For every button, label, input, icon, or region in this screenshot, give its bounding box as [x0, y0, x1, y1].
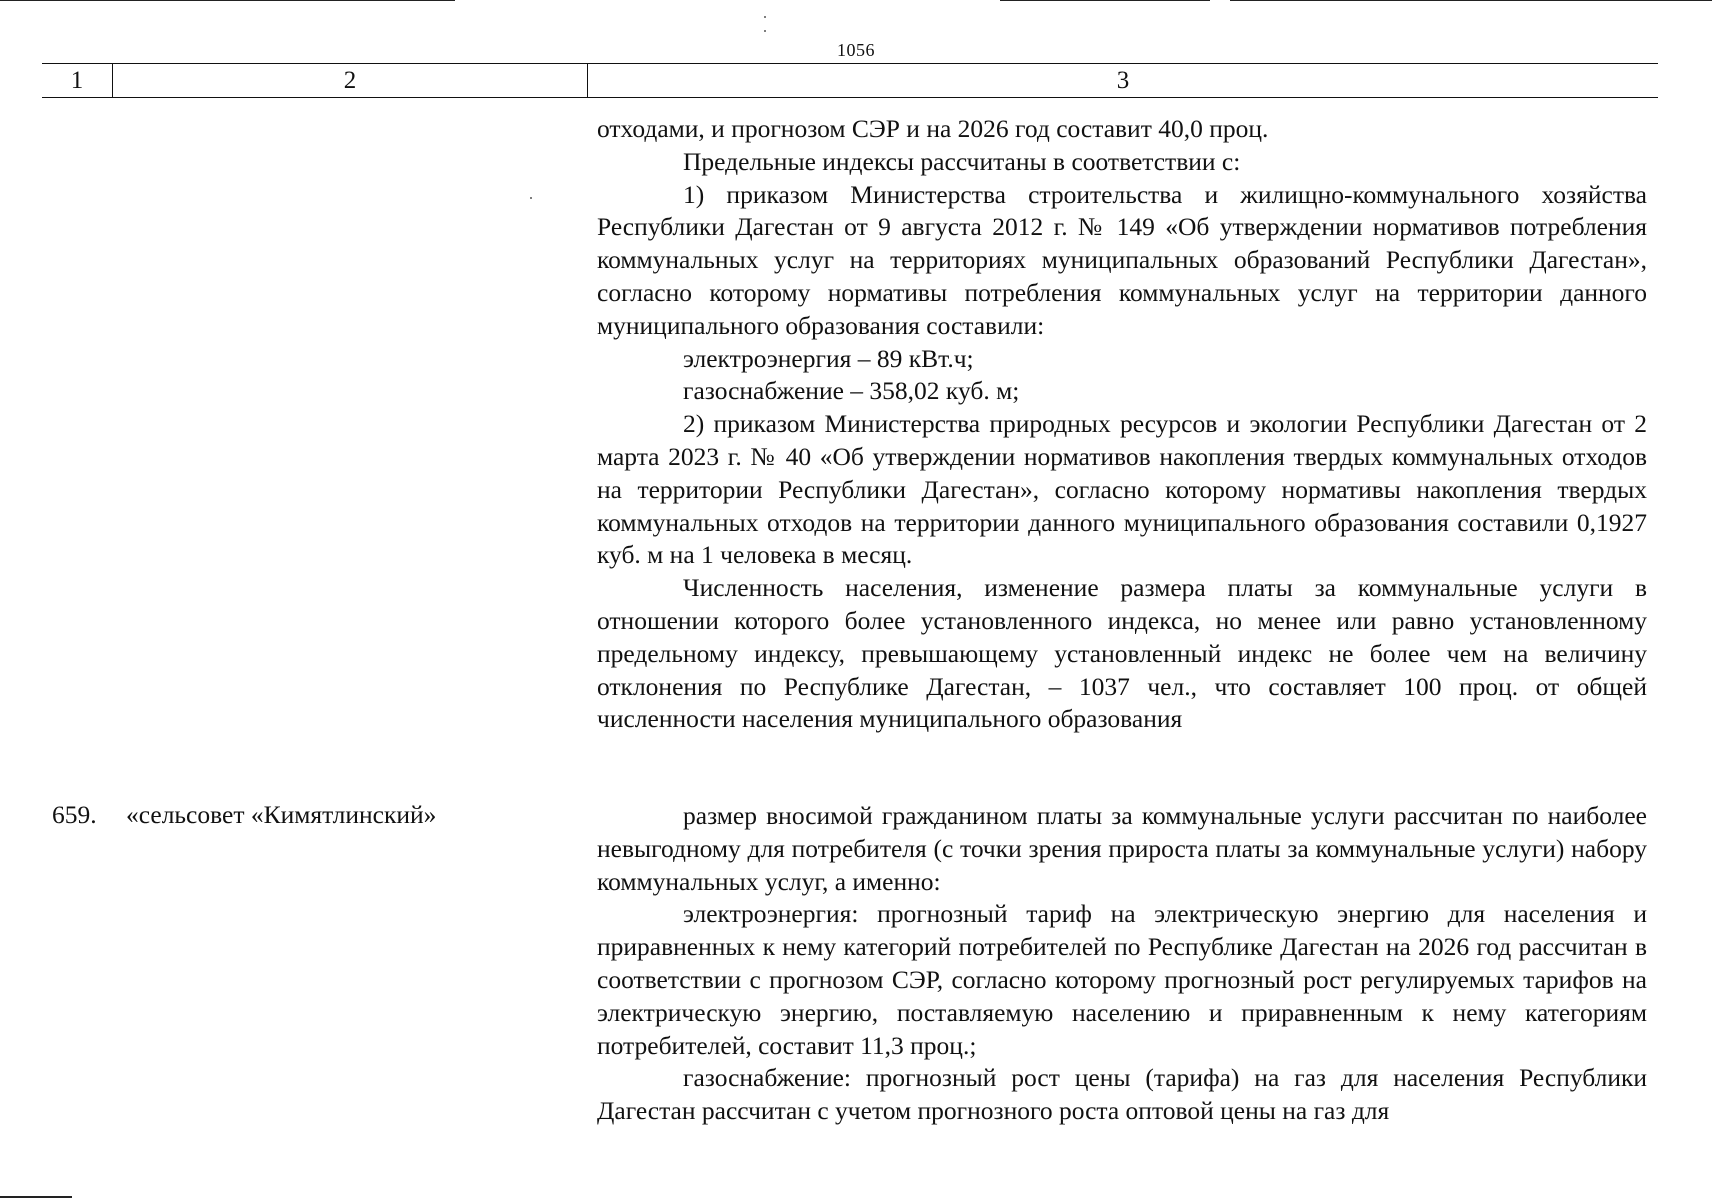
scan-edge-line-bottom [0, 1196, 72, 1198]
paragraph: электроэнергия: прогнозный тариф на электрическую энергию для населения и приравненных к нему категорий потребителей по Республике Дагестан на 2026 год рассчитан в соответствии с прогнозом СЭР, согласно которому прогнозный рост регулируемых тарифов на электрическую энергию, поставляемую населению и приравненным к нему категориям потребителей, составит 11,3 проц.; [597, 899, 1647, 1060]
row-659-column-3 [597, 800, 1647, 1128]
paragraph: газоснабжение – 358,02 куб. м; [683, 376, 1020, 406]
paragraph: размер вносимой гражданином платы за коммунальные услуги рассчитан по наиболее невыгодному для потребителя (с точки зрения прироста платы за коммунальные услуги) набору коммунальных услуг, а именно: [597, 801, 1647, 896]
paragraph: отходами, и прогнозом СЭР и на 2026 год составит 40,0 проц. [597, 114, 1269, 143]
paragraph: Предельные индексы рассчитаны в соответствии с: [683, 146, 1241, 176]
column-header-3: 3 [1116, 66, 1130, 94]
paragraph: газоснабжение: прогнозный рост цены (тарифа) на газ для населения Республики Дагестан рассчитан с учетом прогнозного роста оптовой цены на газ для [597, 1063, 1647, 1126]
paragraph: электроэнергия – 89 кВт.ч; [683, 343, 974, 373]
paragraph: 1) приказом Министерства строительства и жилищно-коммунального хозяйства Республики Дагестан от 9 августа 2012 г. № 149 «Об утверждении нормативов потребления коммунальных услуг на территориях муниципальных образований Республики Дагестан», согласно которому нормативы потребления коммунальных услуг на территории данного муниципального образования составили: [597, 179, 1647, 340]
column-header-2: 2 [113, 64, 588, 97]
previous-row-column-3 [597, 113, 1647, 736]
scan-edge-line-left [0, 0, 455, 1]
column-header-1: 1 [42, 64, 113, 97]
row-number: 659. [52, 800, 97, 829]
paragraph: Численность населения, изменение размера платы за коммунальные услуги в отношении которого более установленного индекса, но менее или равно установленному предельному индексу, превышающему установленный индекс не более чем на величину отклонения по Республике Дагестан, – 1037 чел., что составляет 100 проц. от общей численности населения муниципального образования [597, 573, 1647, 734]
municipality-name: «сельсовет «Кимятлинский» [126, 800, 437, 829]
scan-speck [764, 30, 766, 32]
scan-edge-line-mid [1000, 0, 1210, 1]
scan-edge-line-right [1230, 0, 1712, 1]
table-header-row [42, 63, 1658, 98]
scan-speck [764, 16, 766, 18]
scan-speck [530, 197, 532, 199]
paragraph: 2) приказом Министерства природных ресурсов и экологии Республики Дагестан от 2 марта 2023 г. № 40 «Об утверждении нормативов накопления твердых коммунальных отходов на территории Республики Дагестан», согласно которому нормативы накопления твердых коммунальных отходов на территории данного муниципального образования составили 0,1927 куб. м на 1 человека в месяц. [597, 409, 1647, 570]
page-number: 1056 [837, 40, 875, 60]
